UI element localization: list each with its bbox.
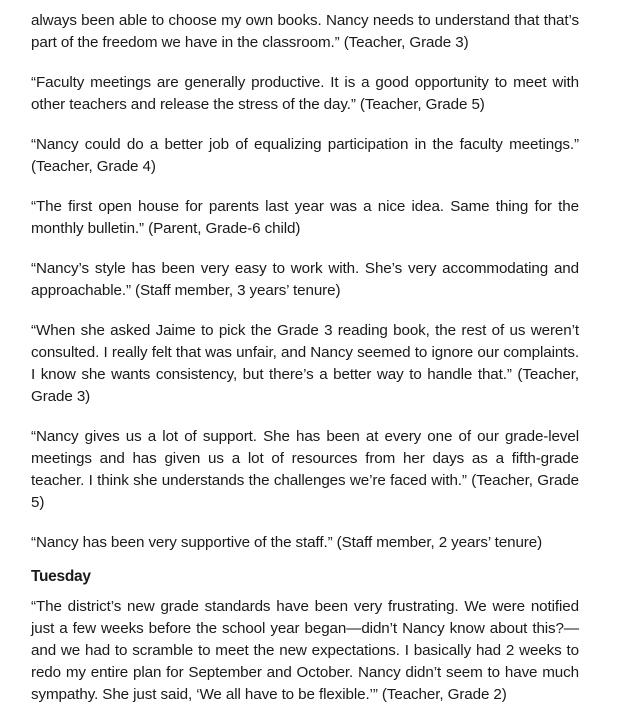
quote-paragraph: “Nancy’s style has been very easy to work with. She’s very accommodating and approachable.” (Staff member, 3 years’ tenure) [31, 260, 579, 299]
quote-paragraph: “The first open house for parents last year was a nice idea. Same thing for the monthly bulletin.” (Parent, Grade-6 child) [31, 198, 579, 237]
document-page [31, 10, 579, 724]
quote-paragraph: “Nancy gives us a lot of support. She has been at every one of our grade-level meetings and has given us a lot of resources from her days as a fifth-grade teacher. I think she understands the challenges we’re faced with.” (Teacher, Grade 5) [31, 428, 579, 511]
quote-paragraph: always been able to choose my own books. Nancy needs to understand that that’s part of the freedom we have in the classroom.” (Teacher, Grade 3) [31, 12, 579, 51]
quote-paragraph: “Nancy has been very supportive of the staff.” (Staff member, 2 years’ tenure) [31, 534, 543, 551]
quote-paragraph: “The district’s new grade standards have been very frustrating. We were notified just a few weeks before the school year began—didn’t Nancy know about this?—and we had to scramble to meet the new expectations. I basically had 2 weeks to redo my entire plan for September and October. Nancy didn’t seem to have much sympathy. She just said, ‘We all have to be flexible.’” (Teacher, Grade 2) [31, 598, 579, 703]
quote-paragraph: “Nancy could do a better job of equalizing participation in the faculty meetings.” (Teacher, Grade 4) [31, 136, 579, 175]
quote-paragraph: “When she asked Jaime to pick the Grade 3 reading book, the rest of us weren’t consulted. I really felt that was unfair, and Nancy seemed to ignore our complaints. I know she wants consistency, but there’s a better way to handle that.” (Teacher, Grade 3) [31, 322, 579, 405]
quote-paragraph: “Faculty meetings are generally productive. It is a good opportunity to meet with other teachers and release the stress of the day.” (Teacher, Grade 5) [31, 74, 579, 113]
section-heading: Tuesday [31, 568, 91, 585]
